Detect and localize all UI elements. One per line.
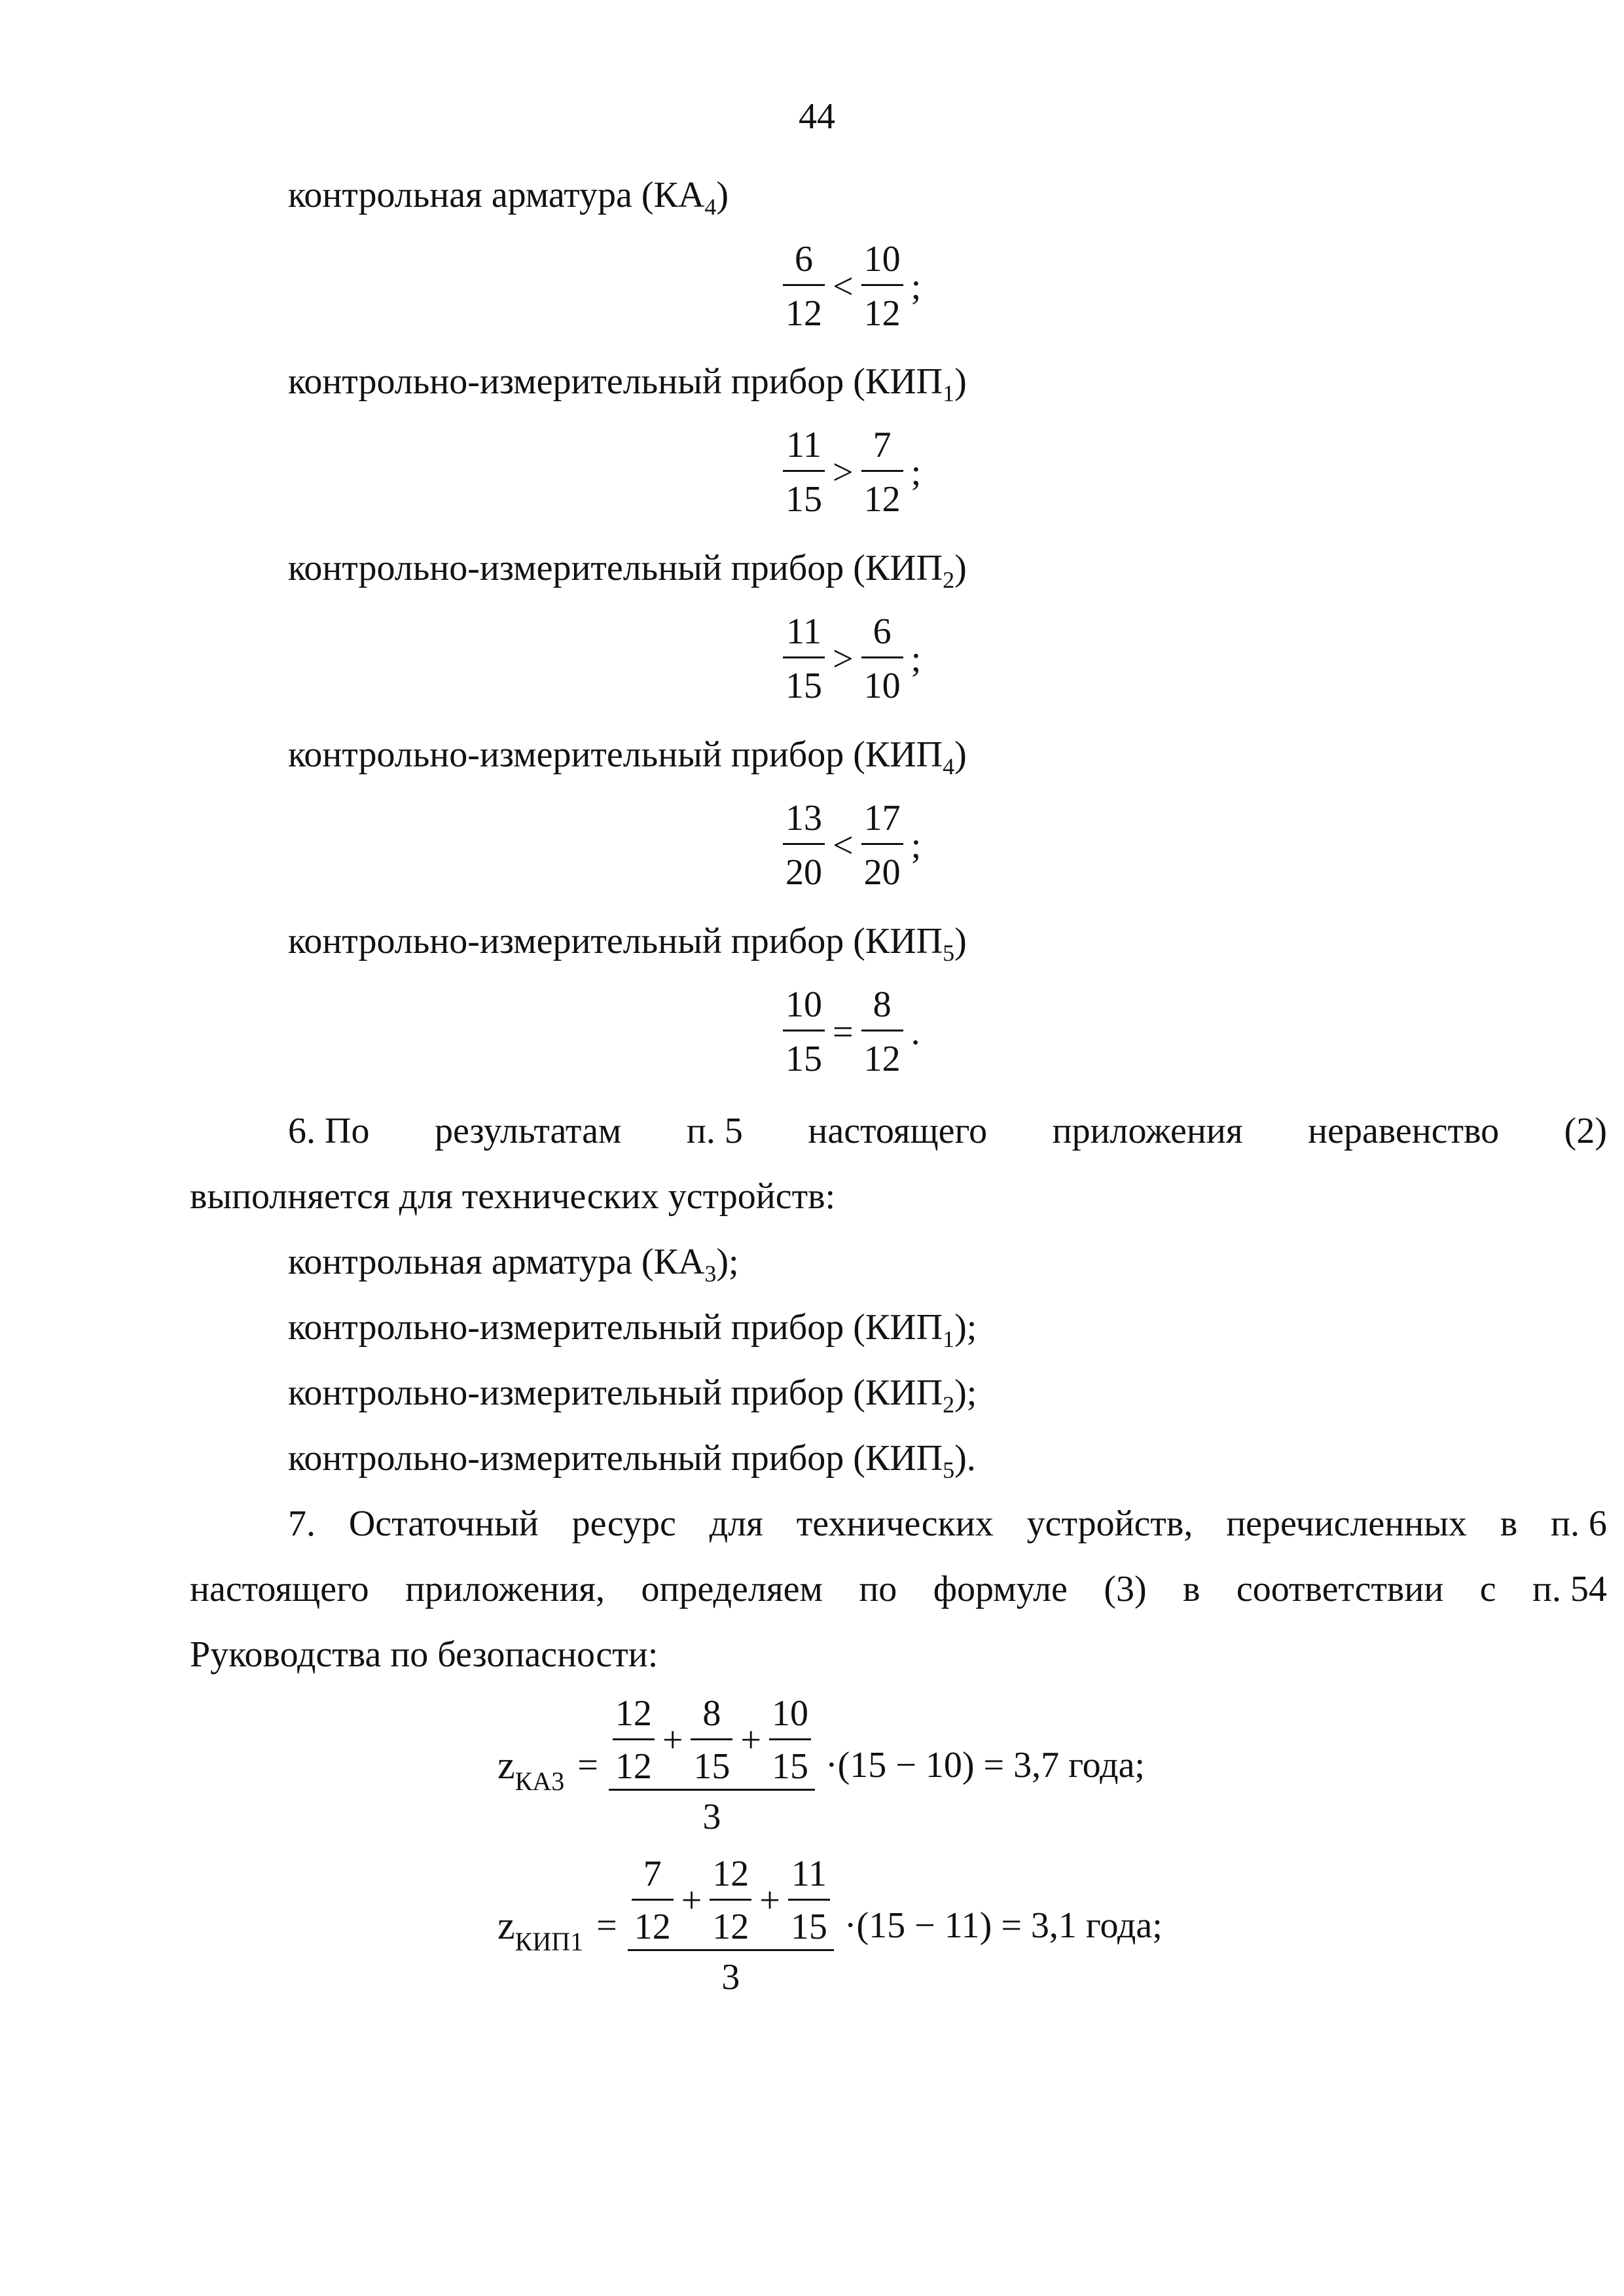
inequality: $\frac{10}{15}$ = $\frac{8}{12}$ . — [779, 986, 924, 1077]
fraction: $\frac{8}{12}$ — [861, 986, 903, 1077]
list-item: контрольно-измерительный прибор $(КИП_1)$; — [288, 1307, 977, 1352]
para6-line2: выполняется для технических устройств: — [190, 1176, 836, 1217]
compound-fraction: $\frac{7}{12}$ + $\frac{12}{12}$ + $\frac{11}{15}$ 3 — [628, 1856, 834, 1996]
formula-lhs: $z_{КА3}$ — [497, 1743, 565, 1796]
fraction: $\frac{11}{15}$ — [788, 1856, 830, 1945]
fraction: $\frac{7}{12}$ — [861, 427, 903, 518]
fraction: $\frac{11}{15}$ — [783, 427, 825, 518]
para6-line1: 6. По результатам п. 5 настоящего приложения неравенство (2) — [288, 1111, 1607, 1151]
item-label: контрольная арматура $(КА_4)$ — [288, 175, 729, 220]
fraction: $\frac{10}{15}$ — [783, 986, 825, 1077]
item-label: контрольно-измерительный прибор $(КИП_5)$ — [288, 921, 967, 966]
list-item: контрольная арматура $(КА_3)$; — [288, 1242, 739, 1287]
item-label: контрольно-измерительный прибор $(КИП_4)$ — [288, 734, 967, 780]
inequality: $\frac{11}{15}$ > $\frac{6}{10}$ ; — [779, 613, 925, 704]
formula-lhs: $z_{КИП1}$ — [497, 1903, 584, 1956]
fraction: $\frac{13}{20}$ — [783, 800, 825, 891]
fraction: $\frac{10}{12}$ — [861, 241, 903, 332]
inequality: $\frac{6}{12}$ < $\frac{10}{12}$ ; — [779, 241, 925, 332]
compound-fraction: $\frac{12}{12}$ + $\frac{8}{15}$ + $\frac{10}{15}$ 3 — [609, 1695, 815, 1835]
inequality: $\frac{11}{15}$ > $\frac{7}{12}$ ; — [779, 427, 925, 518]
fraction: $\frac{6}{10}$ — [861, 613, 903, 704]
list-item: контрольно-измерительный прибор $(КИП_5)$. — [288, 1438, 976, 1483]
fraction: $\frac{12}{12}$ — [613, 1695, 655, 1785]
page-number: 44 — [799, 96, 835, 137]
formula-ka3: $z_{КА3}$ = $\frac{12}{12}$ + $\frac{8}{15}$ + $\frac{10}{15}$ 3 ·(15 − 10) = 3,7 года; — [497, 1693, 1145, 1837]
item-label: контрольно-измерительный прибор $(КИП_2)$ — [288, 548, 967, 593]
fraction: $\frac{12}{12}$ — [710, 1856, 751, 1945]
list-item: контрольно-измерительный прибор $(КИП_2)$; — [288, 1372, 977, 1418]
fraction: $\frac{10}{15}$ — [769, 1695, 811, 1785]
para7-line2: настоящего приложения, определяем по формуле (3) в соответствии с п. 54 — [190, 1569, 1607, 1609]
fraction: $\frac{17}{20}$ — [861, 800, 903, 891]
fraction: $\frac{6}{12}$ — [783, 241, 825, 332]
fraction: $\frac{11}{15}$ — [783, 613, 825, 704]
fraction: $\frac{7}{12}$ — [632, 1856, 674, 1945]
fraction: $\frac{8}{15}$ — [691, 1695, 732, 1785]
item-label: контрольно-измерительный прибор $(КИП_1)$ — [288, 361, 967, 406]
para7-line1: 7. Остаточный ресурс для технических устройств, перечисленных в п. 6 — [288, 1503, 1607, 1544]
formula-kip1: $z_{КИП1}$ = $\frac{7}{12}$ + $\frac{12}{12}$ + $\frac{11}{15}$ 3 ·(15 − 11) = 3,1 года; — [497, 1854, 1163, 1998]
inequality: $\frac{13}{20}$ < $\frac{17}{20}$ ; — [779, 800, 925, 891]
para7-line3: Руководства по безопасности: — [190, 1634, 659, 1675]
